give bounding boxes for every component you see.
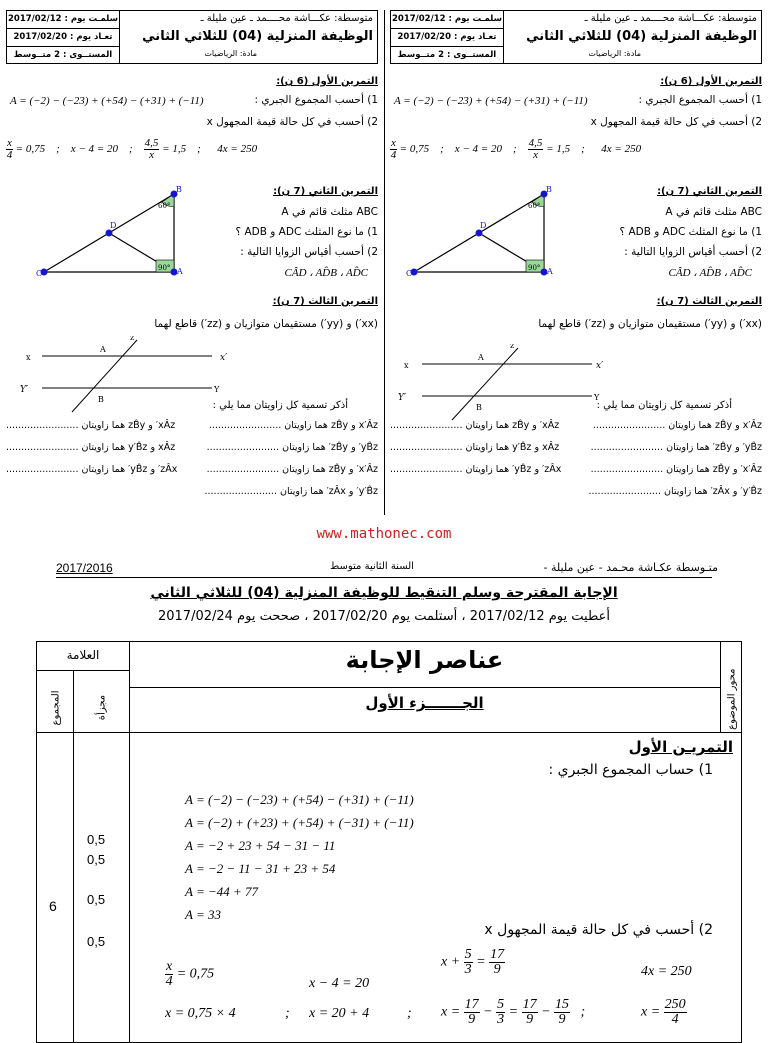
ex1-q2: 2) أحسب في كل حالة قيمة المجهول x [206,116,378,128]
ex1-q1-expr: A = (−2) − (−23) + (+54) − (+31) + (−11) [394,95,588,107]
triangle-figure [404,184,564,284]
sol-sep: ; [407,1006,412,1021]
sep: ; [512,143,517,156]
label-a: A [547,267,553,276]
eq-c-num: 4,5 [528,137,543,149]
school-name: متوسطة: عكـــاشة محــــمد ـ عين مليلة ـ [200,13,373,24]
ex3-item-l2: xÂz و y′B̂z هما زاويتان ........................ [390,442,560,453]
triangle-figure [34,184,194,284]
sol-d1: 4x = 250 [641,964,692,979]
sol-c1-lead: x + [441,954,461,970]
op: − [541,1004,551,1020]
num: 250 [664,997,686,1012]
frac [522,998,538,1027]
eq-a-frac [390,138,397,161]
ex3-item-r1: x′Âz و zB̂y هما زاويتان ........................ [208,420,378,431]
label-c: C [36,269,43,278]
label-d: D [110,221,117,230]
date-box [7,11,120,63]
ex3-title: التمرين الثالث (7 ن): [272,296,378,307]
label-yp: Y′ [398,393,406,403]
den: 3 [464,962,472,977]
sol-a1-frac [165,960,173,989]
eq: = [508,1004,519,1020]
ex1-equations [390,138,641,161]
label-c: C [406,269,413,278]
step: A = −2 − 11 − 31 + 23 + 54 [185,861,336,876]
answer-year: 2017/2016 [56,561,113,575]
sep: ; [580,1004,586,1020]
sep: ; [197,143,201,156]
ex2-l2: 1) ما نوع المثلث ADC و ADB ؟ [235,226,378,238]
label-B: B [476,403,482,412]
eq-c-frac [144,138,160,161]
eq-c-rest: = 1,5 [162,143,187,156]
ex1-equations [6,138,257,161]
ex2-l1: ABC مثلث قائم في A [665,206,762,218]
step: A = (−2) + (+23) + (+54) + (−31) + (−11) [185,815,414,830]
sol-b2: x = 20 + 4 [309,1006,370,1021]
frac [464,998,480,1027]
col-part: مجزأة [96,694,108,721]
eq-a-num: x [391,137,396,149]
sol-d2-lead: x = [641,1004,661,1020]
eq-a-num: x [7,137,12,149]
ex3-item-l1: xÂz′ و zB̂y هما زاويتان ........................ [6,420,176,431]
ex1-q2: 2) أحسب في كل حالة قيمة المجهول x [590,116,762,128]
ex1-q1 [254,94,378,106]
label-x: x [26,353,31,362]
num: 15 [555,997,570,1012]
eq-b: x − 4 = 20 [70,143,118,156]
ex3-item-r1: x′Âz و zB̂y هما زاويتان ........................ [592,420,762,431]
return-date: تعـاد يوم : 2017/02/20 [7,29,119,47]
answer-school: متـوسطة عكـاشة محـمد - عين مليلة - [543,561,718,574]
eq-c-den: x [533,149,538,161]
den: 4 [671,1012,679,1027]
label-d: D [480,221,487,230]
ex3-item-l2: xÂz و y′B̂z هما زاويتان ........................ [6,442,176,453]
answer-ex-title: التمريـن الأول [628,738,733,756]
sol-c1 [441,948,505,977]
sol-sep: ; [285,1006,290,1021]
eq-b: x − 4 = 20 [454,143,502,156]
den: 9 [526,1012,534,1027]
sol-b1: x − 4 = 20 [309,976,370,991]
sol-c1-frac1 [464,948,473,977]
sheet-copy-left [6,10,378,510]
den: 9 [558,1012,566,1027]
ex2-l1: ABC مثلث قائم في A [281,206,378,218]
label-z: z [510,344,515,350]
eq-c-den: x [149,149,154,161]
ex3-item-r3: x′Âz′ و zB̂y هما زاويتان ........................ [590,464,762,475]
step: A = 33 [185,907,221,922]
label-x: x [404,361,409,370]
ex3-l2: أذكر تسمية كل زاويتان مما يلي : [596,400,732,411]
col-axis: محور الموضوع [726,668,738,730]
mark: 0,5 [87,934,106,949]
sep: ; [56,143,60,156]
sheet-copy-right [390,10,762,510]
sol-a1-den: 4 [165,974,173,989]
level: المستــوى : 2 متــوسط [13,50,113,60]
ex2-l2: 1) ما نوع المثلث ADC و ADB ؟ [619,226,762,238]
given-date: سلمـت يوم : 2017/02/12 [391,11,503,29]
den: 3 [497,1012,505,1027]
angle-b: 60° [528,202,541,210]
ex3-item-r4: y′B̂z′ و zÂx′ هما زاويتان ........................ [588,486,762,497]
label-A: A [478,353,484,362]
eq-c-rest: = 1,5 [546,143,571,156]
sol-a1-rest: = 0,75 [176,966,215,982]
eq-c-frac [528,138,544,161]
sheet-header [6,10,378,64]
ex3-item-l1: xÂz′ و zB̂y هما زاويتان ........................ [390,420,560,431]
frac [664,998,687,1027]
label-y: Y [594,393,600,402]
num: 17 [490,947,505,962]
subject: مادة: الرياضيات [588,49,641,58]
sheet-title: الوظيفة المنزلية (04) للثلاثي الثاني [142,29,373,44]
label-a: A [177,267,183,276]
sol-c2 [441,998,585,1027]
eq-a-frac [6,138,13,161]
mark: 0,5 [87,892,106,907]
sep: ; [440,143,444,156]
label-xp: x′ [220,353,228,363]
ex3-item-l3: zÂx′ و yB̂z′ هما زاويتان ........................ [390,464,562,475]
num: 5 [497,997,505,1012]
op: − [483,1004,493,1020]
eq-c-num: 4,5 [144,137,159,149]
ex3-item-r3: x′Âz′ و zB̂y هما زاويتان ........................ [206,464,378,475]
sheet-title: الوظيفة المنزلية (04) للثلاثي الثاني [526,29,757,44]
ex3-item-r4: y′B̂z′ و zÂx′ هما زاويتان ........................ [204,486,378,497]
ex3-l2: أذكر تسمية كل زاويتان مما يلي : [212,400,348,411]
mark: 0,5 [87,852,106,867]
return-date: تعـاد يوم : 2017/02/20 [391,29,503,47]
den: 9 [493,962,501,977]
answer-title: الإجابة المقترحة وسلم التنقيط للوظيفة المنزلية (04) للثلاثي الثاني [150,585,618,601]
angle-b: 60° [158,202,171,210]
den: 9 [468,1012,476,1027]
label-b: B [176,185,182,194]
num: 5 [464,947,472,962]
ex2-l3: 2) أحسب أقياس الزوايا التالية : [240,246,378,258]
date-box [391,11,504,63]
sol-a2: x = 0,75 × 4 [165,1006,236,1021]
answer-part: الجـــــــزء الأول [365,694,484,712]
ex1-q1: 1) أحسب المجموع الجبري : [638,94,762,106]
sep: ; [581,143,585,156]
sheet-header [390,10,762,64]
answer-heading: عناصر الإجابة [345,646,504,674]
website-link[interactable]: www.mathonec.com [316,526,452,542]
frac [554,998,570,1027]
answer-key [0,555,768,1027]
sol-a1 [165,960,214,989]
parallel-lines-figure [396,344,626,424]
col-mark: العلامة [66,648,100,662]
label-yp: Y′ [20,385,28,395]
ex3-item-l3: zÂx′ و yB̂z′ هما زاويتان ........................ [6,464,178,475]
step: A = −2 + 23 + 54 − 31 − 11 [185,838,336,853]
eq-d: 4x = 250 [217,143,258,156]
angle-a: 90° [528,264,541,272]
sep: ; [128,143,133,156]
label-B: B [98,395,104,404]
col-total: المجموع [50,690,62,726]
answer-table [36,641,742,1043]
ex1-q1-expr: A = (−2) − (−23) + (+54) − (+31) + (−11) [10,95,204,107]
eq-a-rest: = 0,75 [15,143,46,156]
eq-a-den: 4 [390,149,397,161]
ex3-item-r2: yB̂z′ و zB̂y′ هما زاويتان ........................ [590,442,762,453]
level: المستــوى : 2 متــوسط [397,50,497,60]
eq-a-den: 4 [6,149,13,161]
num: 17 [522,997,537,1012]
label-A: A [100,345,106,354]
subject: مادة: الرياضيات [204,49,257,58]
frac [496,998,505,1027]
ex2-l3: 2) أحسب أقياس الزوايا التالية : [624,246,762,258]
given-date: سلمـت يوم : 2017/02/12 [7,11,119,29]
ex2-title: التمرين الثاني (7 ن): [657,186,762,197]
sol-c1-frac2 [489,948,505,977]
eq-a-rest: = 0,75 [399,143,430,156]
label-xp: x′ [596,361,604,371]
answer-q2: 2) أحسب في كل حالة قيمة المجهول x [484,922,713,938]
total-mark: 6 [49,898,57,914]
step: A = (−2) − (−23) + (+54) − (+31) + (−11) [185,792,414,807]
angle-a: 90° [158,264,171,272]
ex3-l1: (xx′) و (yy′) مستقيمان متوازيان و (zz′) قاطع لهما [154,318,378,330]
mark: 0,5 [87,832,106,847]
vertical-separator [384,10,385,515]
answer-dates: أعطيت يوم 2017/02/12 ، أستلمت يوم 2017/02/20 ، صححت يوم 2017/02/24 [157,609,610,624]
ex2-l4: CÂD ، AD̂B ، AD̂C [284,267,368,279]
answer-q1: 1) حساب المجموع الجبري : [548,762,713,778]
ex1-title: التمرين الأول (6 ن): [660,76,762,87]
sol-d2 [641,998,687,1027]
top-rule [56,577,712,578]
answer-steps [185,788,414,926]
label-z: z [130,336,135,342]
label-b: B [546,185,552,194]
eq: = [476,954,486,970]
answer-level: السنة الثانية متوسط [330,561,414,572]
ex2-title: التمرين الثاني (7 ن): [273,186,378,197]
ex2-l4: CÂD ، AD̂B ، AD̂C [668,267,752,279]
ex1-title: التمرين الأول (6 ن): [276,76,378,87]
sol-a1-num: x [166,959,173,974]
school-name: متوسطة: عكـــاشة محــــمد ـ عين مليلة ـ [584,13,757,24]
ex3-item-r2: yB̂z′ و zB̂y′ هما زاويتان ........................ [206,442,378,453]
sol-c2-lead: x = [441,1004,461,1020]
ex3-title: التمرين الثالث (7 ن): [656,296,762,307]
eq-d: 4x = 250 [601,143,642,156]
step: A = −44 + 77 [185,884,259,899]
ex3-l1: (xx′) و (yy′) مستقيمان متوازيان و (zz′) قاطع لهما [538,318,762,330]
ex1-q1-text: 1) أحسب المجموع الجبري : [254,94,378,106]
num: 17 [464,997,479,1012]
label-y: Y [214,385,220,394]
